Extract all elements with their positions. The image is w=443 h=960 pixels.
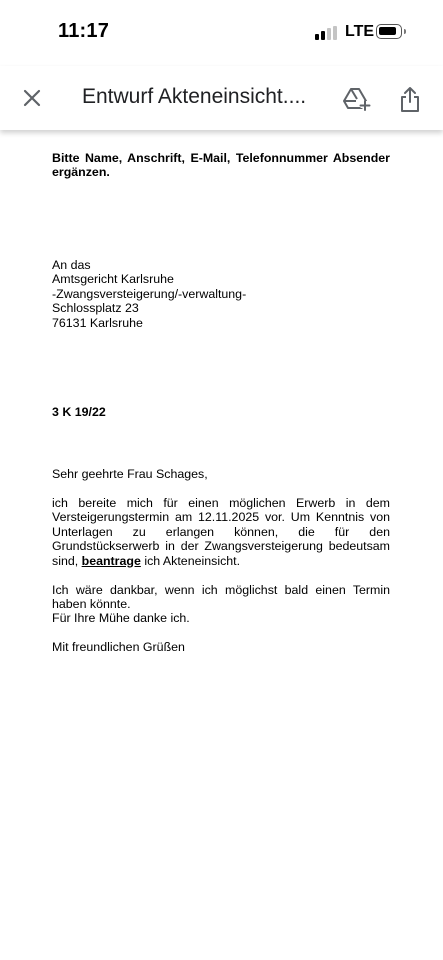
sender-note: Bitte Name, Anschrift, E-Mail, Telefonnummer Absender ergänzen.: [52, 151, 390, 180]
body-paragraph-3: Für Ihre Mühe danke ich.: [52, 611, 190, 625]
recipient-line: Amtsgericht Karlsruhe: [52, 272, 174, 287]
recipient-line: Schlossplatz 23: [52, 301, 139, 316]
signal-strength-icon: [315, 26, 339, 40]
close-button[interactable]: [16, 82, 48, 114]
status-time: 11:17: [58, 20, 110, 42]
app-toolbar: [0, 66, 443, 130]
paragraph-text: ich bereite mich für einen möglichen Erwerb in dem Versteigerungstermin am 12.11.2025 vor. Um Kenntnis von Unterlagen zu erlangen können, die für den Grundstückserwerb in der Zwangsversteigerung bedeutsam sind,: [52, 496, 390, 568]
paragraph-text: ich Akteneinsicht.: [144, 553, 241, 568]
document-title: Entwurf Akteneinsicht....: [82, 85, 307, 108]
body-paragraph-1: [52, 496, 390, 568]
share-button[interactable]: [394, 82, 426, 116]
recipient-line: -Zwangsversteigerung/-verwaltung-: [52, 286, 247, 301]
recipient-line: 76131 Karlsruhe: [52, 315, 143, 330]
add-to-drive-icon: [343, 87, 371, 111]
battery-icon: [376, 24, 402, 39]
closing: Mit freundlichen Grüßen: [52, 640, 185, 654]
case-number: 3 K 19/22: [52, 405, 106, 419]
salutation: Sehr geehrte Frau Schages,: [52, 467, 208, 481]
share-icon: [399, 85, 421, 113]
network-type: LTE: [345, 23, 375, 40]
recipient-address: [52, 258, 390, 330]
add-to-drive-button[interactable]: [340, 82, 374, 116]
recipient-line: An das: [52, 258, 91, 272]
status-bar: [0, 0, 443, 66]
document-page: [0, 130, 443, 960]
close-icon: [22, 88, 42, 108]
body-paragraph-2: Ich wäre dankbar, wenn ich möglichst bald einen Termin haben könnte.: [52, 583, 390, 612]
emphasized-word: beantrage: [81, 553, 141, 568]
